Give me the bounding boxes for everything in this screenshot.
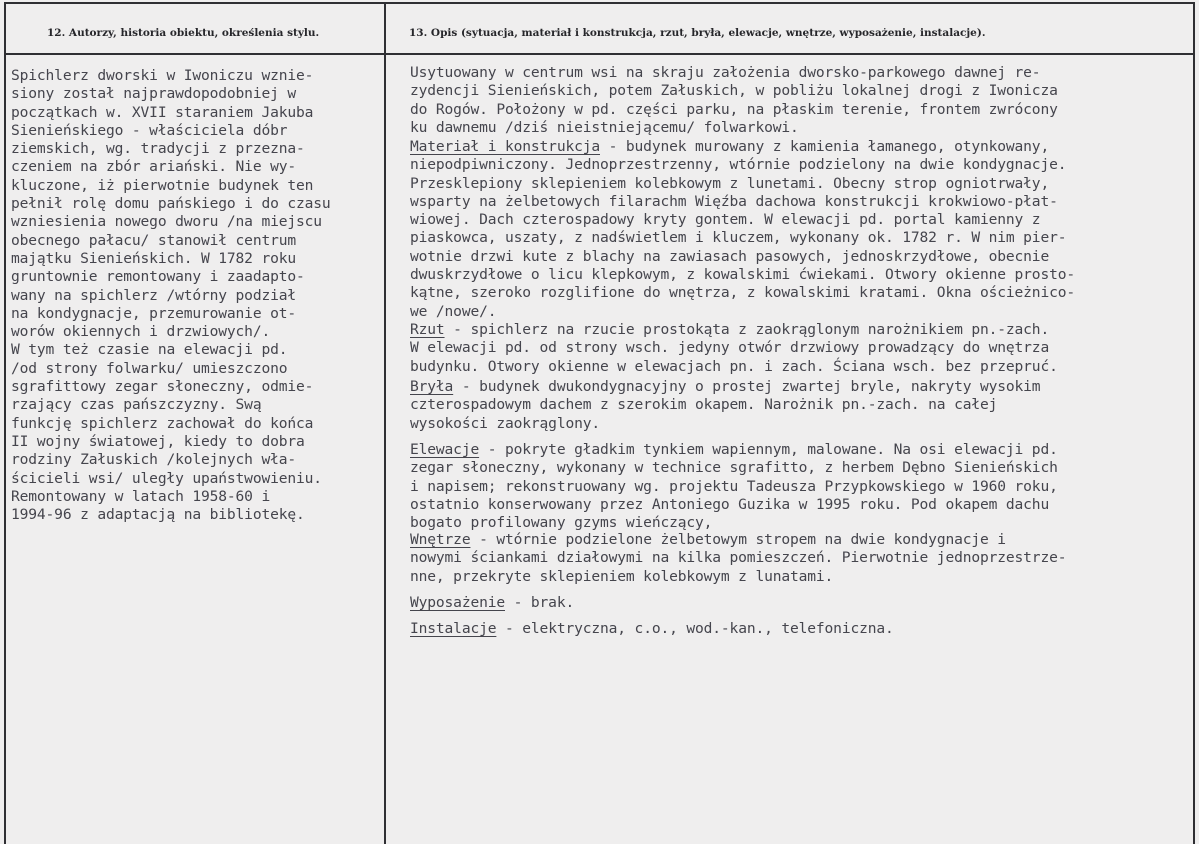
header-rule [4, 53, 1195, 55]
installations-line [410, 620, 894, 638]
plan-label: Rzut [410, 321, 445, 338]
furnishings-text: - brak. [505, 594, 575, 611]
description-line: dwuskrzydłowe o licu klepkowym, z kowalskimi ćwiekami. Otwory okienne prosto- [410, 266, 1075, 284]
section-furnishings [410, 594, 574, 612]
elevations-lines [410, 459, 1058, 532]
history-line: 1994-96 z adaptacją na bibliotekę. [11, 506, 305, 524]
description-line: we /nowe/. [410, 302, 497, 320]
elevations-first-line [410, 441, 1058, 459]
history-line: pełnił rolę domu pańskiego i do czasu [11, 195, 331, 213]
description-line: piaskowca, uszaty, z nadświetlem i kluczem, wykonany ok. 1782 r. W nim pier- [410, 229, 1067, 247]
section-interior [410, 531, 1066, 586]
section-situation [410, 64, 1058, 137]
massing-label: Bryła [410, 378, 454, 395]
history-line: Sienieńskiego - właściciela dóbr [11, 121, 288, 139]
history-line: wany na spichlerz /wtórny podział [11, 286, 296, 304]
description-line: kątne, szeroko rozglifione do wnętrza, z kowalskimi kratami. Okna ościeżnico- [410, 284, 1075, 302]
history-line: gruntownie remontowany i zaadapto- [11, 268, 305, 286]
description-line: ostatnio konserwowany przez Antoniego Guzika w 1995 roku. Pod okapem dachu [410, 495, 1050, 513]
section-massing [410, 378, 1040, 433]
description-line: wotnie drzwi kute z blachy na zawiasach pasowych, jednoskrzydłowe, obecnie [410, 247, 1050, 265]
column-divider [384, 2, 386, 844]
description-line: zegar słoneczny, wykonany w technice sgrafitto, z herbem Dębno Sienieńskich [410, 459, 1058, 477]
history-line: rodziny Załuskich /kolejnych wła- [11, 451, 296, 469]
history-line: kluczone, iż pierwotnie budynek ten [11, 176, 314, 194]
material-lines [410, 156, 1075, 321]
massing-first-line [410, 378, 1040, 396]
description-line: W elewacji pd. od strony wsch. jedyny otwór drzwiowy prowadzący do wnętrza [410, 339, 1050, 357]
description-line: i napisem; rekonstruowany wg. projektu Tadeusza Przypkowskiego w 1960 roku, [410, 477, 1058, 495]
elevations-first-text: - pokryte gładkim tynkiem wapiennym, malowane. Na osi elewacji pd. [479, 441, 1058, 458]
section-elevations [410, 441, 1058, 532]
history-line: Spichlerz dworski w Iwoniczu wznie- [11, 67, 314, 84]
history-line: funkcję spichlerz zachował do końca [11, 414, 314, 432]
furnishings-label: Wyposażenie [410, 594, 505, 611]
history-line: II wojny światowej, kiedy to dobra [11, 432, 305, 450]
massing-first-text: - budynek dwukondygnacyjny o prostej zwartej bryle, nakryty wysokim [453, 378, 1041, 395]
furnishings-line [410, 594, 574, 612]
section-plan [410, 321, 1058, 376]
history-line: obecnego pałacu/ stanowił centrum [11, 231, 296, 249]
frame-top-border [4, 2, 1195, 4]
section-material [410, 138, 1075, 321]
history-line: na kondygnacje, przemurowanie ot- [11, 304, 296, 322]
material-label: Materiał i konstrukcja [410, 138, 600, 155]
section-13-header: 13. Opis (sytuacja, materiał i konstrukcja, rzut, bryła, elewacje, wnętrze, wyposażenie, instalacje). [409, 27, 986, 39]
installations-text: - elektryczna, c.o., wod.-kan., telefoniczna. [496, 620, 894, 637]
frame-right-border [1193, 2, 1195, 844]
massing-lines [410, 396, 1040, 433]
section-12-header: 12. Autorzy, historia obiektu, określenia stylu. [47, 27, 320, 39]
installations-label: Instalacje [410, 620, 497, 637]
description-line: bogato profilowany gzyms wieńczący, [410, 514, 713, 532]
description-line: wiowej. Dach czterospadowy kryty gontem. W elewacji pd. portal kamienny z [410, 211, 1041, 229]
plan-lines [410, 339, 1058, 376]
history-line: sgrafittowy zegar słoneczny, odmie- [11, 378, 314, 396]
section-installations [410, 620, 894, 638]
material-first-text: - budynek murowany z kamienia łamanego, otynkowany, [600, 138, 1050, 155]
frame-left-border [4, 2, 6, 844]
history-line: ziemskich, wg. tradycji z przezna- [11, 140, 305, 158]
description-line: budynku. Otwory okienne w elewacjach pn. i zach. Ściana wsch. bez przepruć. [410, 357, 1058, 375]
description-line: niepodpiwniczony. Jednoprzestrzenny, wtórnie podzielony na dwie kondygnacje. [410, 156, 1067, 174]
description-line: wysokości zaokrąglony. [410, 414, 600, 432]
description-line: nowymi ściankami działowymi na kilka pomieszczeń. Pierwotnie jednoprzestrze- [410, 549, 1067, 567]
history-line: początkach w. XVII staraniem Jakuba [11, 103, 314, 121]
history-line: czeniem na zbór ariański. Nie wy- [11, 158, 296, 176]
history-line: rzający czas pańszczyzny. Swą [11, 396, 262, 414]
history-line: /od strony folwarku/ umieszczono [11, 359, 288, 377]
description-line: Przesklepiony sklepieniem kolebkowym z lunetami. Obecny strop ogniotrwały, [410, 174, 1050, 192]
interior-first-line [410, 531, 1066, 549]
history-line: siony został najprawdopodobniej w [11, 85, 296, 103]
description-line: do Rogów. Położony w pd. części parku, na płaskim terenie, frontem zwrócony [410, 100, 1058, 118]
situation-lines [410, 64, 1058, 137]
history-line: ścicieli wsi/ uległy upaństwowieniu. [11, 469, 322, 487]
history-line: majątku Sienieńskich. W 1782 roku [11, 249, 296, 267]
history-text [11, 67, 331, 524]
description-line: wsparty na żelbetowych filarachm Więźba dachowa konstrukcji krokwiowo-płat- [410, 192, 1058, 210]
interior-lines [410, 549, 1066, 586]
elevations-label: Elewacje [410, 441, 480, 458]
history-line: worów okiennych i drzwiowych/. [11, 323, 271, 341]
plan-first-text: - spichlerz na rzucie prostokąta z zaokrąglonym narożnikiem pn.-zach. [444, 321, 1050, 338]
description-line: ku dawnemu /dziś nieistniejącemu/ folwarkowi. [410, 118, 799, 136]
interior-label: Wnętrze [410, 531, 471, 548]
history-line: wzniesienia nowego dworu /na miejscu [11, 213, 322, 231]
interior-first-text: - wtórnie podzielone żelbetowym stropem na dwie kondygnacje i [470, 531, 1006, 548]
plan-first-line [410, 321, 1058, 339]
history-line: W tym też czasie na elewacji pd. [11, 341, 288, 359]
description-line: Usytuowany w centrum wsi na skraju założenia dworsko-parkowego dawnej re- [410, 64, 1041, 81]
description-line: nne, przekryte sklepieniem kolebkowym z lunatami. [410, 567, 834, 585]
material-first-line [410, 138, 1075, 156]
description-line: zydencji Sienieńskich, potem Załuskich, w pobliżu lokalnej drogi z Iwonicza [410, 82, 1058, 100]
history-line: Remontowany w latach 1958-60 i [11, 487, 271, 505]
description-line: czterospadowym dachem z szerokim okapem. Narożnik pn.-zach. na całej [410, 396, 998, 414]
